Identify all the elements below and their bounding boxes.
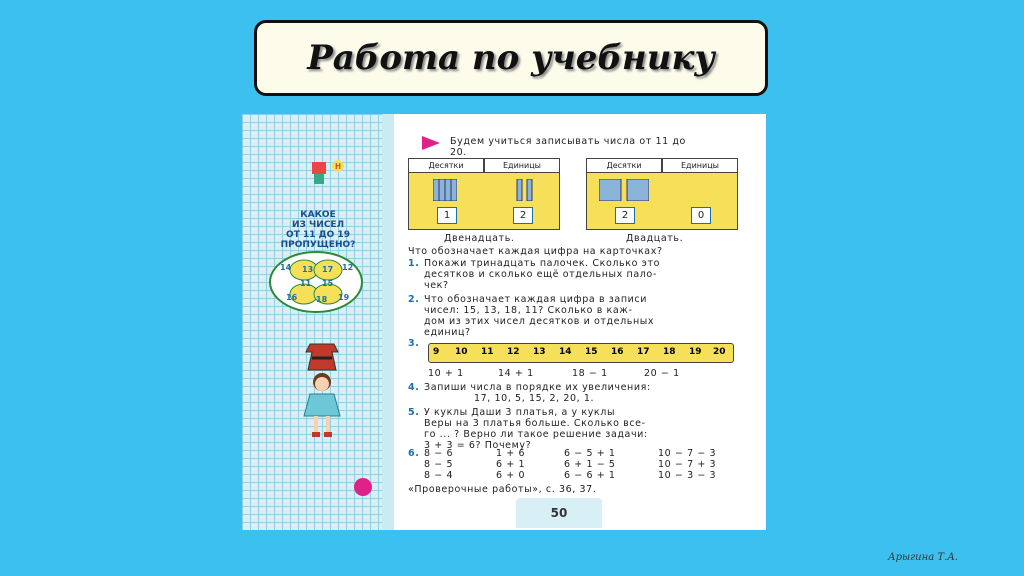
caption-right: Двадцать.: [626, 233, 684, 244]
bundle-icon: [599, 179, 649, 201]
task-number: 1.: [408, 258, 420, 269]
task-number: 5.: [408, 407, 420, 418]
number-flower-icon: [266, 250, 366, 314]
sticks-icon: [515, 179, 535, 201]
tens-header: Десятки: [586, 158, 662, 173]
slide-title: Работа по учебнику: [307, 38, 715, 78]
circle-number: 15: [322, 279, 334, 288]
doll-icon: [296, 372, 348, 440]
author-credit: Арыгина Т.А.: [888, 552, 958, 563]
question-text: Что обозначает каждая цифра на карточках?: [408, 246, 663, 257]
ones-header: Единицы: [662, 158, 738, 173]
intro-text: 20.: [450, 147, 467, 158]
task-number: 6.: [408, 448, 420, 459]
bundle-icon: [433, 179, 457, 201]
dress-icon: [302, 338, 342, 374]
task-number: 3.: [408, 338, 420, 349]
circle-number: 19: [338, 293, 350, 302]
circle-number: 12: [342, 263, 354, 272]
textbook-page: Н КАКОЕ ИЗ ЧИСЕЛ ОТ 11 ДО 19 ПРОПУЩЕНО? 14 13 17 12 11 15 16 18 19 Будем учиться записывать числа от 11 до 20. Десятки Единицы 1 2 Двенадцать. Десятки Единицы 2 0 Двадцать. Что обозначает каждая цифра на карточках? 1. Покажи тринадцать палочек. Сколько это десятков и сколько ещё отдельных пало- чек? 2. Что обозначает каждая цифра в записи чисел: 15, 13, 18, 11? Сколько в каж- дом из этих чисел десятков и отдельных единиц? 3. 9 10 11 12 13 14 15 16 17 18 19 20 10 + 1 14 + 1 18 − 1 20 − 1 4. Запиши числа в порядке их увеличения: 17, 10, 5, 15, 2, 20, 1. 5. У куклы Даши 3 платья, а у куклы Веры на 3 платья больше. Сколько все- го ... ? Верно ли такое решение задачи: 3 + 3 = 6? Почему? 6. 8 − 6 1 + 6 6 − 5 + 1 10 − 7 − 3 8 − 5 6 + 1 6 + 1 − 5 10 − 7 + 3 8 − 4 6 + 0 6 − 6 + 1 10 − 3 − 3 «Проверочные работы», с. 36, 37. 50: [242, 114, 766, 530]
footer-reference: «Проверочные работы», с. 36, 37.: [408, 484, 597, 495]
tens-card: 1: [437, 207, 457, 224]
number-ruler: 9 10 11 12 13 14 15 16 17 18 19 20: [428, 343, 734, 363]
svg-text:Н: Н: [335, 162, 342, 171]
tens-header: Десятки: [408, 158, 484, 173]
circle-number: 18: [316, 295, 328, 304]
circle-number: 11: [300, 279, 312, 288]
circle-number: 14: [280, 263, 292, 272]
page-number: 50: [516, 498, 602, 528]
ones-header: Единицы: [484, 158, 560, 173]
task-number: 4.: [408, 382, 420, 393]
place-value-panel-right: [586, 172, 738, 230]
ones-card: 0: [691, 207, 711, 224]
circle-number: 13: [302, 265, 314, 274]
place-value-panel-left: [408, 172, 560, 230]
robot-icon: [304, 158, 350, 188]
tens-card: 2: [615, 207, 635, 224]
slide-title-box: [254, 20, 768, 96]
sidebar-question: КАКОЕ ИЗ ЧИСЕЛ ОТ 11 ДО 19 ПРОПУЩЕНО?: [280, 210, 356, 250]
intro-text: Будем учиться записывать числа от 11 до: [450, 136, 686, 147]
task-number: 2.: [408, 294, 420, 305]
flag-icon: [422, 136, 440, 150]
circle-number: 17: [322, 265, 334, 274]
circle-number: 16: [286, 293, 298, 302]
ones-card: 2: [513, 207, 533, 224]
caption-left: Двенадцать.: [444, 233, 515, 244]
book-icon: [354, 478, 372, 496]
